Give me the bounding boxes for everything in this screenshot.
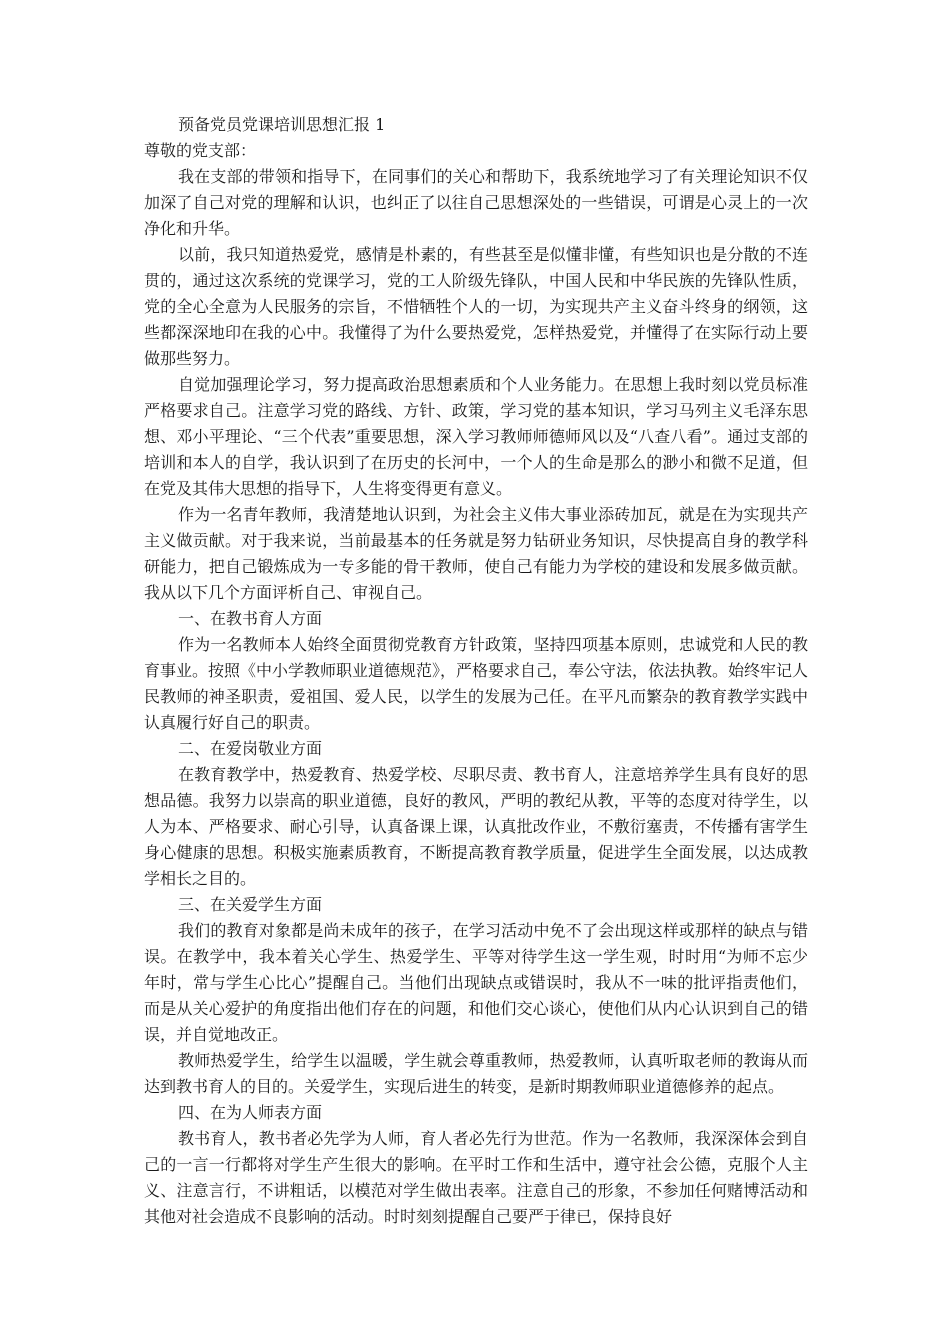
paragraph-2: 以前，我只知道热爱党，感情是朴素的，有些甚至是似懂非懂，有些知识也是分散的不连贯的，通过这次系统的党课学习，党的工人阶级先锋队，中国人民和中华民族的先锋队性质，党的全心全意为人民服务的宗旨，不惜牺牲个人的一切，为实现共产主义奋斗终身的纲领，这些都深深地印在我的心中。我懂得了为什么要热爱党，怎样热爱党，并懂得了在实际行动上要做那些努力。 [144,245,808,368]
paragraph-5: 作为一名教师本人始终全面贯彻党教育方针政策，坚持四项基本原则，忠诚党和人民的教育事业。按照《中小学教师职业道德规范》，严格要求自己，奉公守法，依法执教。始终牢记人民教师的神圣职责，爱祖国、爱人民，以学生的发展为己任。在平凡而繁杂的教育教学实践中认真履行好自己的职责。 [144,635,809,732]
paragraph-1: 我在支部的带领和指导下，在同事们的关心和帮助下，我系统地学习了有关理论知识不仅加深了自己对党的理解和认识，也纠正了以往自己思想深处的一些错误，可谓是心灵上的一次净化和升华。 [144,167,808,238]
section-heading-2: 二、在爱岗敬业方面 [178,739,323,758]
paragraph-8: 教师热爱学生，给学生以温暖，学生就会尊重教师，热爱教师，认真听取老师的教诲从而达到教书育人的目的。关爱学生，实现后进生的转变，是新时期教师职业道德修养的起点。 [144,1051,808,1096]
section-heading-4: 四、在为人师表方面 [178,1103,323,1122]
salutation: 尊敬的党支部： [144,141,257,160]
paragraph-4: 作为一名青年教师，我清楚地认识到，为社会主义伟大事业添砖加瓦，就是在为实现共产主义做贡献。对于我来说，当前最基本的任务就是努力钻研业务知识，尽快提高自身的教学科研能力，把自己锻炼成为一专多能的骨干教师，使自己有能力为学校的建设和发展多做贡献。我从以下几个方面评析自己、审视自己。 [144,505,808,602]
document-page [144,112,808,1230]
paragraph-3: 自觉加强理论学习，努力提高政治思想素质和个人业务能力。在思想上我时刻以党员标准严格要求自己。注意学习党的路线、方针、政策，学习党的基本知识，学习马列主义毛泽东思想、邓小平理论、“三个代表”重要思想，深入学习教师师德师风以及“八查八看”。通过支部的培训和本人的自学，我认识到了在历史的长河中，一个人的生命是那么的渺小和微不足道，但在党及其伟大思想的指导下，人生将变得更有意义。 [144,375,808,498]
paragraph-7: 我们的教育对象都是尚未成年的孩子，在学习活动中免不了会出现这样或那样的缺点与错误。在教学中，我本着关心学生、热爱学生、平等对待学生这一学生观，时时用“为师不忘少年时，常与学生心比心”提醒自己。当他们出现缺点或错误时，我从不一味的批评指责他们，而是从关心爱护的角度指出他们存在的问题，和他们交心谈心，使他们从内心认识到自己的错误，并自觉地改正。 [144,921,808,1044]
paragraph-9: 教书育人，教书者必先学为人师，育人者必先行为世范。作为一名教师，我深深体会到自己的一言一行都将对学生产生很大的影响。在平时工作和生活中，遵守社会公德，克服个人主义、注意言行，不讲粗话，以模范对学生做出表率。注意自己的形象，不参加任何赌博活动和其他对社会造成不良影响的活动。时时刻刻提醒自己要严于律已，保持良好 [144,1129,808,1226]
section-heading-3: 三、在关爱学生方面 [178,895,323,914]
section-heading-1: 一、在教书育人方面 [178,609,323,628]
document-title: 预备党员党课培训思想汇报 1 [178,115,386,134]
paragraph-6: 在教育教学中，热爱教育、热爱学校、尽职尽责、教书育人，注意培养学生具有良好的思想品德。我努力以崇高的职业道德，良好的教风，严明的教纪从教，平等的态度对待学生，以人为本、严格要求、耐心引导，认真备课上课，认真批改作业，不敷衍塞责，不传播有害学生身心健康的思想。积极实施素质教育，不断提高教育教学质量，促进学生全面发展，以达成教学相长之目的。 [144,765,808,888]
